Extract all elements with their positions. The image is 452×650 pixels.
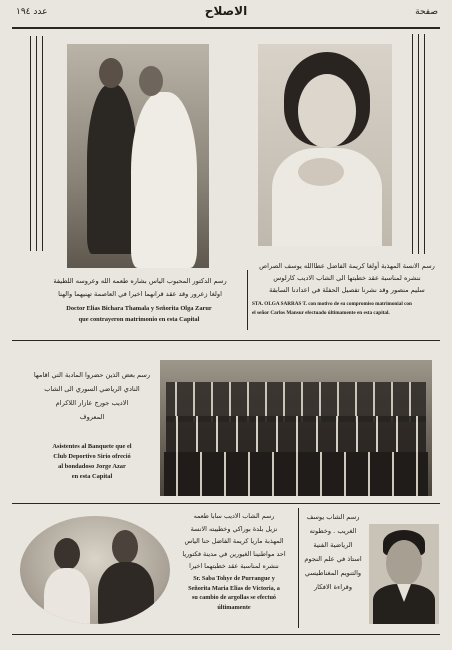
border-bar: [412, 34, 413, 254]
lady-hand: [298, 158, 344, 186]
lady-caption-arabic: [252, 260, 442, 296]
caption-line: نزيل بلدة بوراكي وخطيبته الانسة: [190, 524, 278, 533]
masthead-title: الاصلاح: [204, 4, 248, 18]
man-figure: [98, 562, 154, 624]
caption-line: Sr. Saba Tohye de Purrangue y: [193, 575, 275, 582]
section-rule: [12, 503, 440, 504]
border-bar: [36, 36, 37, 251]
caption-line: رسم الانسة المهذبة أولغا كريمة الفاضل عطاالله يوسف الصراص: [259, 262, 435, 270]
border-bar: [42, 36, 43, 251]
footer-rule: [12, 634, 440, 635]
caption-line: en esta Capital: [71, 473, 113, 480]
caption-line: رسم الشاب الاديب سابا طعمه: [193, 512, 275, 520]
caption-line: الاديب جورج عازار اللاكرام: [55, 399, 129, 407]
caption-line: الغريب . وخطوته: [309, 527, 357, 535]
caption-line: رسم بعض الذين حضروا المادبة التي اقامها: [33, 371, 151, 379]
caption-line: al bondadoso Jorge Azar: [58, 463, 126, 470]
caption-line: Club Deportivo Sirio ofreció: [53, 453, 131, 460]
caption-line: احد مواطنينا الغيورين في مدينة فكتوريا: [182, 549, 286, 558]
caption-line: el señor Carlos Mansur efectuado últimamente en esta capital.: [252, 310, 390, 316]
group-middle-row: [166, 416, 426, 456]
bride-head: [139, 66, 163, 96]
groom-head: [99, 58, 123, 88]
wedding-caption-arabic: [40, 275, 240, 301]
caption-line: والتنويم المغناطيسي: [304, 569, 362, 577]
caption-line: وقراءة الافكار: [313, 583, 353, 591]
woman-head: [54, 538, 80, 570]
caption-line: الرياضية الفنية: [313, 541, 353, 549]
caption-line: ننشره لمناسبة عقد خطبتها الى الشاب الاديب كارلوس: [273, 274, 421, 282]
wedding-photo: [67, 44, 209, 268]
man-face: [386, 540, 422, 586]
bride-figure: [131, 92, 197, 268]
caption-line: Señorita Maria Elias de Victoria, a: [188, 584, 280, 592]
group-photo: [160, 360, 432, 496]
column-divider: [298, 508, 299, 628]
caption-line: que contrayeron matrimonio en esta Capital: [78, 316, 200, 323]
lady-face: [298, 74, 356, 148]
lady-portrait-photo: [258, 44, 392, 246]
man-head: [112, 530, 138, 564]
lady-caption-latin: [252, 300, 442, 318]
page-number: عدد ١٩٤: [16, 7, 48, 17]
couple-oval-photo: [20, 516, 170, 624]
caption-line: استاذ في علم النجوم: [304, 555, 362, 563]
caption-line: المهذبة ماريا كريمة الفاضل حنا الياس: [184, 537, 284, 545]
caption-line: رسم الشاب يوسف: [306, 513, 360, 521]
border-bar: [418, 34, 419, 254]
caption-line: المعروف: [79, 413, 105, 421]
caption-line: سليم منصور وقد نشرنا تفصيل الحفلة في اعدادنا السابقة: [269, 286, 425, 294]
caption-line: últimamente: [217, 603, 251, 611]
caption-line: ننشره لمناسبة عقد خطبتهما اخيرا: [189, 562, 279, 570]
page-label: صفحة: [415, 7, 438, 17]
caption-line: النادي الرياضي السوري الى الشاب: [44, 385, 140, 393]
column-divider: [247, 270, 248, 330]
couple-caption-arabic: [172, 510, 296, 573]
caption-line: su cambio de argollas se efectuó: [191, 594, 277, 601]
portrait-caption-arabic: [300, 510, 366, 594]
man-portrait-photo: [369, 524, 439, 624]
caption-line: اولغا زعرور وقد عقد قرانهما اخيرا في العاصمة تهنيهما والهنا: [58, 290, 222, 298]
groom-figure: [87, 84, 137, 254]
caption-line: Asistentes al Banquete que el: [52, 443, 132, 450]
caption-line: رسم الدكتور المحبوب الياس بشاره طعمه الله وعروسه اللطيفة: [53, 277, 227, 285]
group-caption-arabic: [28, 368, 156, 424]
group-caption-latin: [28, 442, 156, 482]
section-rule: [12, 340, 440, 341]
couple-caption-latin: [172, 574, 296, 612]
caption-line: Doctor Elias Bichara Thamala y Señorita Olga Zarur: [66, 305, 212, 312]
group-front-row: [164, 452, 428, 496]
header-rule: [12, 27, 440, 29]
border-bar: [424, 34, 425, 254]
border-bar: [30, 36, 31, 251]
woman-figure: [44, 568, 90, 624]
wedding-caption-latin: [30, 303, 248, 325]
caption-line: STA. OLGA SARRAS T. con motivo de su compromiso matrimonial con: [252, 301, 412, 307]
